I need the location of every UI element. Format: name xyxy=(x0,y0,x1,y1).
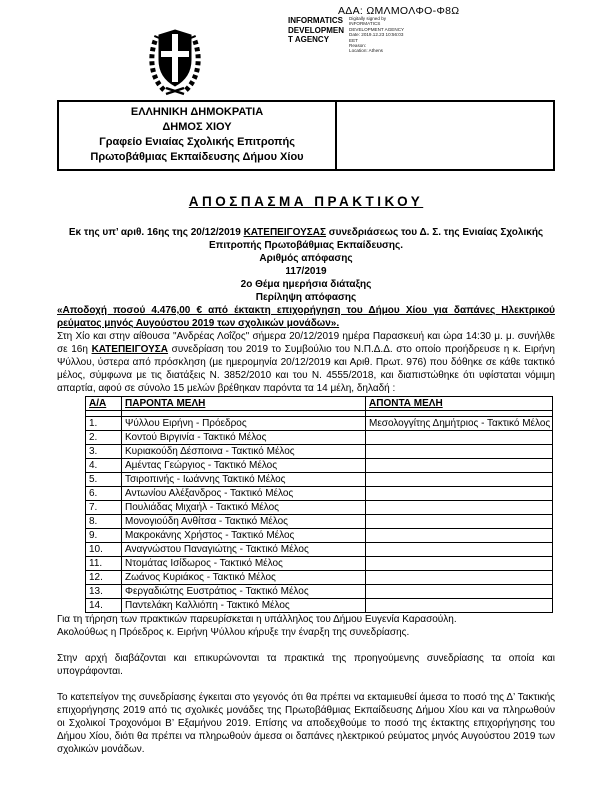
signature-agency-line: DEVELOPMEN xyxy=(288,25,345,35)
signature-agency-line: T AGENCY xyxy=(288,35,330,44)
letterhead-line-republic: ΕΛΛΗΝΙΚΗ ΔΗΜΟΚΡΑΤΙΑ xyxy=(130,106,264,118)
member-number-cell: 3. xyxy=(86,445,122,459)
member-number-cell: 5. xyxy=(86,473,122,487)
header-cell-present xyxy=(122,397,366,411)
present-member-cell: Ζωάνος Κυριάκος - Τακτικό Μέλος xyxy=(122,571,366,585)
absent-member-cell xyxy=(366,487,553,501)
present-member-cell: Φεργαδιώτης Ευστράτιος - Τακτικό Μέλος xyxy=(122,585,366,599)
intro-paragraph xyxy=(57,226,555,252)
body-text-post: συνεδρίαση του 2019 το Συμβούλιο του Ν.Π.Δ.Δ. στο οποίο προήδρευσε η κ. Ειρήνη Ψύλλου, ύστερα από πρόσκληση (με ημερομηνία 20/12/2019 και Αριθ. Πρωτ. 976) που δόθηκε σε κάθε τακτικό μέλος, σύμφωνα με τις διατάξεις Ν. 3852/2010 και του Ν. 4555/2018, και διαπιστώθηκε ότι υφίσταται νόμιμη απαρτία, αφού σε σύνολο 15 μελών βρέθηκαν παρόντα τα 14 μέλη, δηλαδή : xyxy=(57,344,555,394)
absent-member-cell xyxy=(366,445,553,459)
letterhead-box xyxy=(57,100,555,171)
signature-detail-line: INFORMATICS xyxy=(349,21,381,27)
members-table xyxy=(85,396,553,613)
ada-number: ΑΔΑ: ΩΜΛΜΟΛΦΟ-Φ8Ω xyxy=(338,5,460,17)
letterhead-text xyxy=(59,102,337,169)
absent-member-cell xyxy=(366,585,553,599)
document-body xyxy=(57,100,555,756)
member-number-cell: 1. xyxy=(86,417,122,431)
absent-member-cell: Μεσολογγίτης Δημήτριος - Τακτικό Μέλος xyxy=(366,417,553,431)
table-row xyxy=(86,431,553,445)
absent-member-cell xyxy=(366,431,553,445)
absent-member-cell xyxy=(366,571,553,585)
letterhead-line-municipality: ΔΗΜΟΣ ΧΙΟΥ xyxy=(162,121,232,133)
table-row xyxy=(86,501,553,515)
agenda-topic: 2ο Θέμα ημερήσια διάταξης xyxy=(240,279,372,290)
header-cell-absent xyxy=(366,397,553,411)
header-number-label: Α/Α xyxy=(89,398,107,409)
closing-section xyxy=(57,613,555,756)
intro-block xyxy=(57,226,555,304)
member-number-cell: 10. xyxy=(86,543,122,557)
signature-detail-line: DEVELOPMENT AGENCY xyxy=(349,26,405,32)
decision-number: 117/2019 xyxy=(285,266,327,277)
closing-paragraph-minutes: Στην αρχή διαβάζονται και επικυρώνονται τα πρακτικά της προηγούμενης συνεδρίασης τα οποία και υπογράφονται. xyxy=(57,653,555,677)
present-member-cell: Ντομάτας Ισίδωρος - Τακτικό Μέλος xyxy=(122,557,366,571)
header-absent-label: ΑΠΟΝΤΑ ΜΕΛΗ xyxy=(369,398,443,409)
present-member-cell: Μακροκάνης Χρήστος - Τακτικό Μέλος xyxy=(122,529,366,543)
absent-member-cell xyxy=(366,557,553,571)
table-row xyxy=(86,557,553,571)
absent-member-cell xyxy=(366,473,553,487)
absent-member-cell xyxy=(366,529,553,543)
signature-detail-line: Date: 2019.12.23 10:56:03 xyxy=(349,32,404,38)
greek-emblem-icon xyxy=(142,16,208,103)
letterhead-empty-cell xyxy=(337,102,553,169)
present-member-cell: Κοντού Βιργινία - Τακτικό Μέλος xyxy=(122,431,366,445)
table-row xyxy=(86,585,553,599)
table-row xyxy=(86,459,553,473)
member-number-cell: 11. xyxy=(86,557,122,571)
table-row xyxy=(86,599,553,613)
summary-label: Περίληψη απόφασης xyxy=(255,292,357,303)
member-number-cell: 14. xyxy=(86,599,122,613)
signature-agency-line: INFORMATICS xyxy=(288,16,343,25)
table-row xyxy=(86,445,553,459)
table-row xyxy=(86,417,553,431)
member-number-cell: 2. xyxy=(86,431,122,445)
body-text-urgent: ΚΑΤΕΠΕΙΓΟΥΣΑ xyxy=(91,344,169,355)
header-present-label: ΠΑΡΟΝΤΑ ΜΕΛΗ xyxy=(125,398,206,409)
header-cell-number xyxy=(86,397,122,411)
signature-detail-line: EET xyxy=(349,37,358,43)
table-row xyxy=(86,543,553,557)
absent-member-cell xyxy=(366,515,553,529)
member-number-cell: 9. xyxy=(86,529,122,543)
present-member-cell: Ψύλλου Ειρήνη - Πρόεδρος xyxy=(122,417,366,431)
present-member-cell: Αντωνίου Αλέξανδρος - Τακτικό Μέλος xyxy=(122,487,366,501)
signature-details xyxy=(349,16,413,54)
member-number-cell: 13. xyxy=(86,585,122,599)
present-member-cell: Μονογιούδη Ανθίτσα - Τακτικό Μέλος xyxy=(122,515,366,529)
member-number-cell: 6. xyxy=(86,487,122,501)
signature-detail-line: Digitally signed by xyxy=(349,16,387,21)
letterhead-line-office: Γραφείο Ενιαίας Σχολικής Επιτροπής xyxy=(99,136,295,148)
table-header-row xyxy=(86,397,553,411)
signature-agency-name xyxy=(288,16,344,54)
intro-text-post: συνεδριάσεως του Δ. Σ. της Ενιαίας Σχολικής Επιτροπής Πρωτοβάθμιας Εκπαίδευσης. xyxy=(209,227,544,251)
table-row xyxy=(86,529,553,543)
present-member-cell: Αναγνώστου Παναγιώτης - Τακτικό Μέλος xyxy=(122,543,366,557)
absent-member-cell xyxy=(366,459,553,473)
table-row xyxy=(86,487,553,501)
present-member-cell: Τσιροπινής - Ιωάννης Τακτικό Μέλος xyxy=(122,473,366,487)
member-number-cell: 8. xyxy=(86,515,122,529)
table-row xyxy=(86,571,553,585)
member-number-cell: 12. xyxy=(86,571,122,585)
intro-text-urgent: ΚΑΤΕΠΕΙΓΟΥΣΑΣ xyxy=(243,227,327,238)
present-member-cell: Παντελάκη Καλλιόπη - Τακτικό Μέλος xyxy=(122,599,366,613)
signature-detail-line: Location: Athens xyxy=(349,48,383,54)
member-number-cell: 7. xyxy=(86,501,122,515)
digital-signature-stamp xyxy=(288,16,413,54)
absent-member-cell xyxy=(366,543,553,557)
absent-member-cell xyxy=(366,599,553,613)
table-row xyxy=(86,473,553,487)
decision-summary: «Αποδοχή ποσού 4.476,00 € από έκτακτη επιχορήγηση του Δήμου Χίου για δαπάνες Ηλεκτρικού ρεύματος μηνός Αυγούστου 2019 των σχολικών μονάδων». xyxy=(57,305,555,329)
present-member-cell: Κυριακούδη Δέσποινα - Τακτικό Μέλος xyxy=(122,445,366,459)
signature-detail-line: Reason: xyxy=(349,43,367,49)
decision-number-label: Αριθμός απόφασης xyxy=(259,253,353,264)
closing-paragraph-opening: Ακολούθως η Πρόεδρος κ. Ειρήνη Ψύλλου κήρυξε την έναρξη της συνεδρίασης. xyxy=(57,627,410,638)
present-member-cell: Πουλιάδας Μιχαήλ - Τακτικό Μέλος xyxy=(122,501,366,515)
present-member-cell: Αμέντας Γεώργιος - Τακτικό Μέλος xyxy=(122,459,366,473)
body-text-pre: Στη Χίο και στην αίθουσα "Ανδρέας Λοΐζος" σήμερα 20/12/2019 ημέρα Παρασκευή και ώρα 14:30 μ. μ. συνήλθε σε 16η xyxy=(57,331,555,355)
intro-text-pre: Εκ της υπ’ αριθ. 16ης της 20/12/2019 xyxy=(68,227,244,238)
member-number-cell: 4. xyxy=(86,459,122,473)
letterhead-line-education: Πρωτοβάθμιας Εκπαίδευσης Δήμου Χίου xyxy=(90,151,304,163)
session-description-paragraph xyxy=(57,330,555,395)
closing-paragraph-secretary: Για τη τήρηση των πρακτικών παρευρίσκεται η υπάλληλος του Δήμου Ευγενία Καρασούλη. xyxy=(57,614,457,625)
absent-member-cell xyxy=(366,501,553,515)
closing-paragraph-urgency: Το κατεπείγον της συνεδρίασης έγκειται στο γεγονός ότι θα πρέπει να εκταμιευθεί άμεσα το ποσό της Δ’ Τακτικής επιχορήγησης 2019 από τις σχολικές μονάδες της Πρωτοβάθμιας Εκπαίδευσης Δήμου Χίου και να πληρωθούν οι Σχολικοί Τροχονόμοι Β’ Εξαμήνου 2019. Επίσης να αποδεχθούμε το ποσό της έκτακτης επιχορήγησης του Δήμου Χίου, διότι θα πρέπει να πληρωθούν άμεσα οι δαπάνες ηλεκτρικού ρεύματος μηνός Αυγούστου 2019 των σχολικών μονάδων. xyxy=(57,692,555,755)
table-row xyxy=(86,515,553,529)
document-title: ΑΠΟΣΠΑΣΜΑ ΠΡΑΚΤΙΚΟΥ xyxy=(188,194,424,209)
